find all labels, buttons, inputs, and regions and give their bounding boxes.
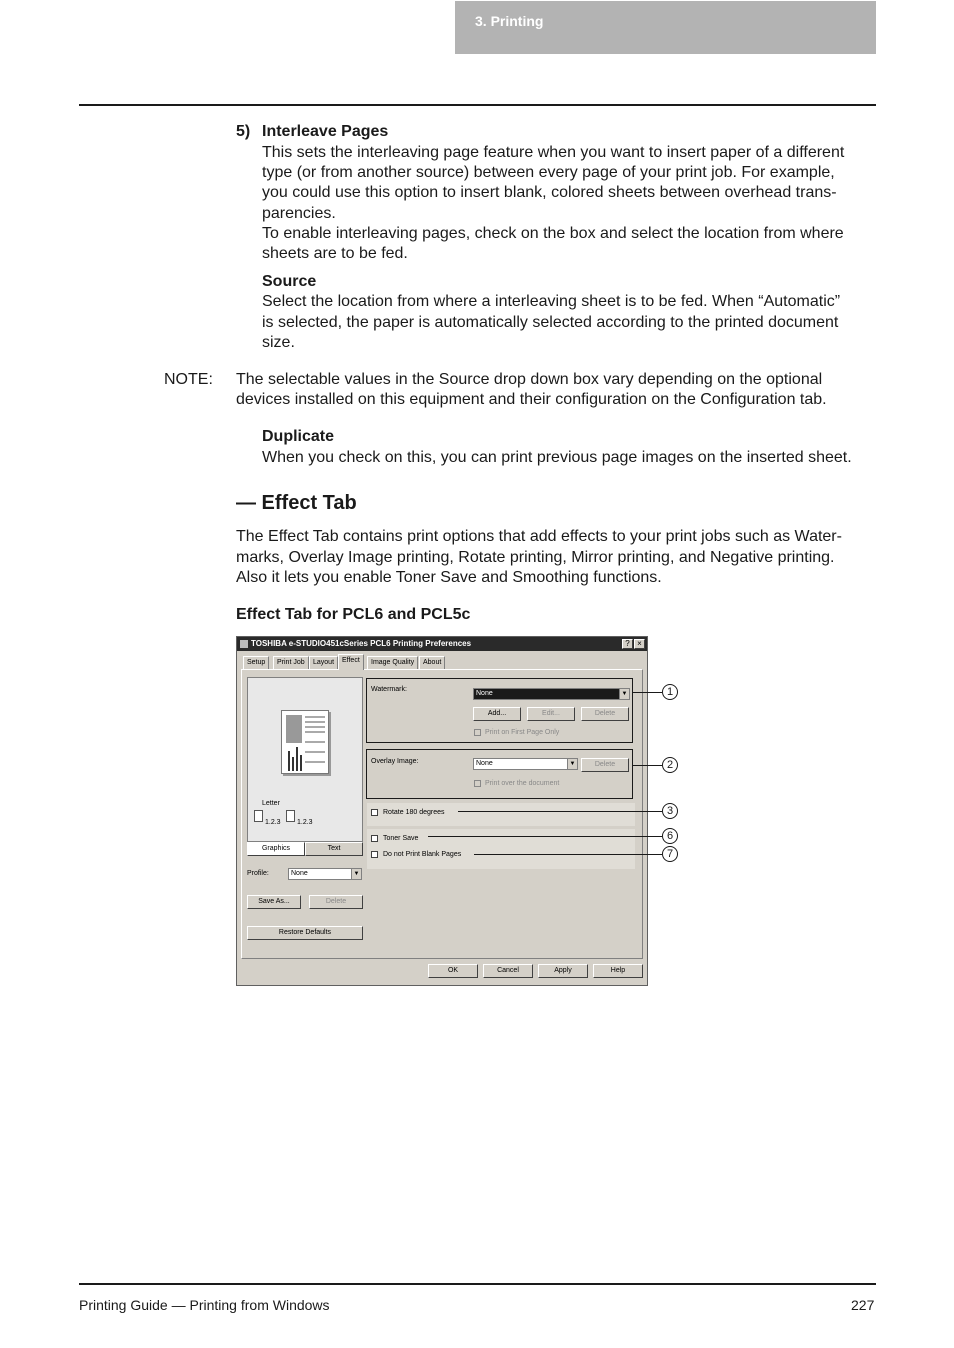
interleave-para2-line2: sheets are to be fed. xyxy=(262,245,408,262)
sheet-order-label-2: 1.2.3 xyxy=(297,819,313,826)
view-tab-graphics[interactable]: Graphics xyxy=(247,842,305,856)
profile-select[interactable] xyxy=(288,868,362,880)
profile-value: None xyxy=(291,870,308,877)
effect-heading: — Effect Tab xyxy=(236,492,357,514)
page-preview-image xyxy=(281,710,329,774)
interleave-para1-line4: parencies. xyxy=(262,205,336,222)
no-blank-pages-label: Do not Print Blank Pages xyxy=(383,851,462,858)
tab-setup[interactable]: Setup xyxy=(243,656,269,669)
first-page-only-checkbox[interactable] xyxy=(474,729,481,736)
chevron-down-icon: ▼ xyxy=(619,689,629,699)
effect-intro-line1: The Effect Tab contains print options that add effects to your print jobs such as Water- xyxy=(236,528,842,545)
callout-leader-2 xyxy=(632,765,662,766)
interleave-para1-line3: you could use this option to insert blank, colored sheets between overhead trans- xyxy=(262,184,837,201)
preview-pane xyxy=(247,677,363,842)
callout-leader-7 xyxy=(474,854,662,855)
duplicate-title: Duplicate xyxy=(262,428,335,445)
interleave-para1-line2: type (or from another source) between every page of your print job. For example, xyxy=(262,164,835,181)
source-line2: is selected, the paper is automatically selected according to the printed document xyxy=(262,314,839,331)
ok-button[interactable]: OK xyxy=(428,964,478,978)
tab-effect[interactable]: Effect xyxy=(338,654,364,670)
close-button[interactable]: × xyxy=(634,639,645,649)
note-label: NOTE: xyxy=(164,371,213,388)
printer-icon xyxy=(240,640,248,648)
source-title: Source xyxy=(262,273,317,290)
watermark-value: None xyxy=(476,690,493,697)
source-line1: Select the location from where a interleaving sheet is to be fed. When “Automatic” xyxy=(262,293,841,310)
print-over-document-label: Print over the document xyxy=(485,780,560,787)
profile-delete-button[interactable]: Delete xyxy=(309,895,363,909)
header-rule xyxy=(79,104,876,106)
print-over-document-checkbox[interactable] xyxy=(474,780,481,787)
watermark-edit-button[interactable]: Edit... xyxy=(527,707,575,721)
overlay-select[interactable] xyxy=(473,758,578,770)
callout-7: 7 xyxy=(662,846,678,862)
tab-about[interactable]: About xyxy=(419,656,445,669)
interleave-para1-line1: This sets the interleaving page feature when you want to insert paper of a different xyxy=(262,144,845,161)
callout-6: 6 xyxy=(662,828,678,844)
dialog-titlebar xyxy=(237,637,647,651)
no-blank-pages-checkbox[interactable] xyxy=(371,851,378,858)
footer-title: Printing Guide — Printing from Windows xyxy=(79,1297,330,1313)
tab-image-quality[interactable]: Image Quality xyxy=(367,656,418,669)
view-tab-text[interactable]: Text xyxy=(305,842,363,856)
overlay-delete-button[interactable]: Delete xyxy=(581,758,629,772)
rotate-checkbox[interactable] xyxy=(371,809,378,816)
page-number: 227 xyxy=(851,1297,875,1313)
chapter-label: 3. Printing xyxy=(475,13,544,29)
paper-size-label: Letter xyxy=(262,800,280,807)
effect-intro-line3: Also it lets you enable Toner Save and Smoothing functions. xyxy=(236,569,662,586)
watermark-select[interactable] xyxy=(473,688,630,700)
tab-layout[interactable]: Layout xyxy=(309,656,338,669)
chevron-down-icon: ▼ xyxy=(351,869,361,879)
sheet-order-label-1: 1.2.3 xyxy=(265,819,281,826)
note-line2: devices installed on this equipment and their configuration on the Configuration tab. xyxy=(236,391,827,408)
watermark-delete-button[interactable]: Delete xyxy=(581,707,629,721)
tab-print-job[interactable]: Print Job xyxy=(273,656,309,669)
sheet-stack-icon xyxy=(286,810,295,822)
effect-intro-line2: marks, Overlay Image printing, Rotate printing, Mirror printing, and Negative printing. xyxy=(236,549,835,566)
callout-2: 2 xyxy=(662,757,678,773)
toner-save-checkbox[interactable] xyxy=(371,835,378,842)
callout-1: 1 xyxy=(662,684,678,700)
figure-caption: Effect Tab for PCL6 and PCL5c xyxy=(236,606,471,623)
duplicate-text: When you check on this, you can print previous page images on the inserted sheet. xyxy=(262,449,852,466)
restore-defaults-button[interactable]: Restore Defaults xyxy=(247,926,363,940)
section-number: 5) xyxy=(236,123,251,140)
overlay-group xyxy=(366,749,633,799)
note-line1: The selectable values in the Source drop down box vary depending on the optional xyxy=(236,371,823,388)
source-line3: size. xyxy=(262,334,295,351)
overlay-value: None xyxy=(476,760,493,767)
apply-button[interactable]: Apply xyxy=(538,964,588,978)
footer-rule xyxy=(79,1283,876,1285)
cancel-button[interactable]: Cancel xyxy=(483,964,533,978)
help-button[interactable]: Help xyxy=(593,964,643,978)
section-title: Interleave Pages xyxy=(262,123,389,140)
help-title-button[interactable]: ? xyxy=(622,639,633,649)
rotate-label: Rotate 180 degrees xyxy=(383,809,445,816)
interleave-para2-line1: To enable interleaving pages, check on the box and select the location from where xyxy=(262,225,844,242)
callout-leader-6 xyxy=(428,836,662,837)
chapter-tab xyxy=(455,1,876,54)
sheet-stack-icon xyxy=(254,810,263,822)
callout-leader-1 xyxy=(632,692,662,693)
watermark-add-button[interactable]: Add... xyxy=(473,707,521,721)
toner-save-label: Toner Save xyxy=(383,835,419,842)
save-as-button[interactable]: Save As... xyxy=(247,895,301,909)
dialog-title: TOSHIBA e-STUDIO451cSeries PCL6 Printing Preferences xyxy=(251,639,472,648)
chevron-down-icon: ▼ xyxy=(567,759,577,769)
profile-label: Profile: xyxy=(247,870,269,877)
watermark-label: Watermark: xyxy=(371,686,407,693)
callout-3: 3 xyxy=(662,803,678,819)
overlay-label: Overlay Image: xyxy=(371,758,419,765)
first-page-only-label: Print on First Page Only xyxy=(485,729,560,736)
callout-leader-3 xyxy=(458,811,662,812)
